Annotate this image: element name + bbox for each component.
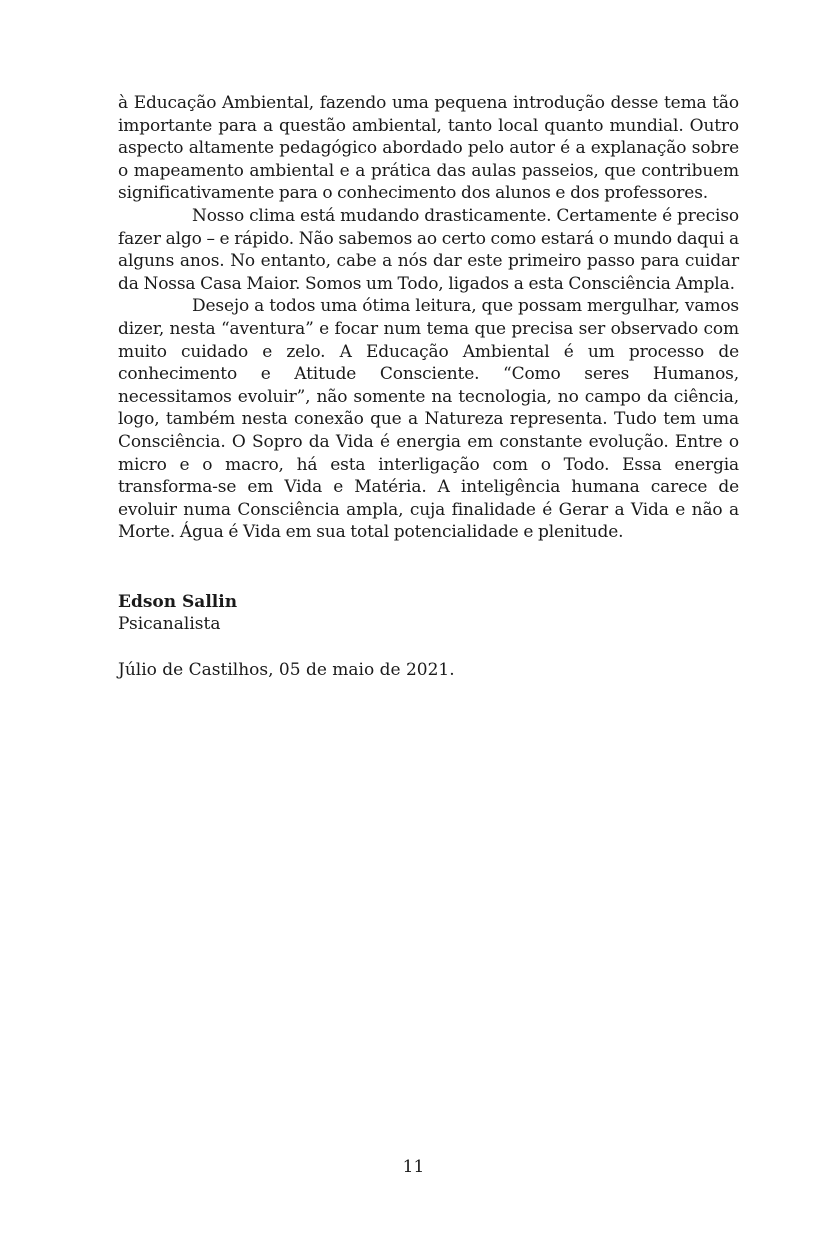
page-body bbox=[118, 92, 739, 682]
place-and-date: Júlio de Castilhos, 05 de maio de 2021. bbox=[118, 660, 455, 681]
author-role: Psicanalista bbox=[118, 614, 221, 635]
paragraph-climate: Nosso clima está mudando drasticamente. Certamente é preciso fazer algo – e rápido. Não sabemos ao certo como estará o mundo daqui a alguns anos. No entanto, cabe a nós dar este primeiro passo para cuidar da Nossa Casa Maior. Somos um Todo, ligados a esta Consciência Ampla. bbox=[118, 205, 739, 294]
paragraph-continuation: à Educação Ambiental, fazendo uma pequena introdução desse tema tão importante para a questão ambiental, tanto local quanto mundial. Outro aspecto altamente pedagógico abordado pelo autor é a explanação sobre o mapeamento ambiental e a prática das aulas passeios, que contribuem significativamente para o conhecimento dos alunos e dos professores. bbox=[118, 93, 739, 204]
paragraph-reading-wishes: Desejo a todos uma ótima leitura, que possam mergulhar, vamos dizer, nesta “aventura” e focar num tema que precisa ser observado com muito cuidado e zelo. A Educação Ambiental é um processo de conhecimento e Atitude Consciente. “Como seres Humanos, necessitamos evoluir”, não somente na tecnologia, no campo da ciência, logo, também nesta conexão que a Natureza representa. Tudo tem uma Consciência. O Sopro da Vida é energia em constante evolução. Entre o micro e o macro, há esta interligação com o Todo. Essa energia transforma-se em Vida e Matéria. A inteligência humana carece de evoluir numa Consciência ampla, cuja finalidade é Gerar a Vida e não a Morte. Água é Vida em sua total potencialidade e plenitude. bbox=[118, 296, 739, 543]
page-number: 11 bbox=[402, 1157, 425, 1177]
signature-block bbox=[118, 591, 739, 636]
author-name: Edson Sallin bbox=[118, 591, 238, 612]
